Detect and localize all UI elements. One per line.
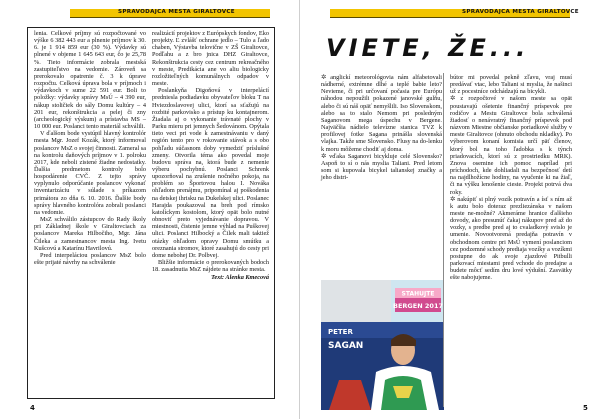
paragraph: lenia. Celkové príjmy sú rozpočtované vo výške 6 382 443 eur a plnenie príjmov k 30. 6. je 1 914 859 eur (30 %). Výdavky sú plnené v objeme 1 645 643 eur, čo je 25,78 %. Tieto informácie zobrala mestská zastupiteľstvo na vedomie. Zároveň sa prerokovalo opatrenie č. 3 k úprave rozpočtu. Celková úprava bola v príjmoch i výdavkoch v sume 22 591 eur. Boli to položky: výdavky správy MsÚ – 4 390 eur, nákup stoličiek do sály Domu kultúry – 4 201 eur, rekonštrukcia a pelej či zny (archeologický výskum) a prístavba MS – 10 000 eur. Poslanci tento materiál schválili. (34, 30, 146, 131)
list-item: ✲ nakúpiť si plný vozík potravín a ísť s ním až k autu bolo doteraz prezliezánska v našom meste ne-možné? Akmeráme hranice ďalšieho dovody, ako presunúť čakaj nákupov pred až do vozky, s predbe pred aj to cvaladkový svislo je umenie. Novootvorená predajňa potravín v obchodnom centre pri MsÚ vymení poslanciom cez podzemné schody prediaja vozíky a vozíkmi postupne do ak svoje zjazdové Pitbulli parkovací miestami pred vchode do predajne a budete môcť sedím dru lové výdušní. Zasvätky ešte nabojujeme. (450, 195, 572, 282)
list-item: ✲ vďaka Saganovi bicykluje celé Slovensko? Aspoň to sí o nás myslia Taliani. Pred letom som si kupovala bicykel talianskej značky a jeho distri- (321, 152, 442, 182)
star-bullet-icon: ✲ (321, 74, 331, 81)
article-column-1 (34, 30, 146, 266)
page-number-right: 5 (583, 404, 588, 412)
paragraph: Pred interpeláciou poslancov MsZ bolo ešte prijaté návrhy na schválenie (34, 251, 146, 266)
paragraph: Poslankyňa Digoňová v interpelácií predniesla podiadavku obyvateľov bloku T na Hviezdoslavovej ulici, ktorí sa sťažujú na rozbité parkovisko a prístup ku kontajnerom. Žiadala aj o vykonanie trávnaté plochy v Parku mieru pri jemnych Šedovánom. Opýtala tieto veci pri vode k zamestnávaniu v daný región tento pro v rokovanie stávok a s obo pohľadu súčasnom doby vymedziť príslušné zmeny. Otvorila téma ako povedal moje budovu správa na, ktorá bude z nemenie výberu pochybnú. Poslanci Schrenk upozorňoval na zrušenie nočného pokoja, na problém so Športovou halou I. Nováka ohľadom prenájmu, pripomínal aj poškodenia na detskej ihrisku na Dukelskej ulici. Poslanec Harajda poukazoval na breh pod rímsko katolíckym kostolom, ktorý opät bolo nutné obnoviť preto vyjednávanie dopravou. V miestnosti, čistenie jemne výhlad na Puškovej ulici. Poslanci Hilbocký a Čilek mali taktiež otázky ohľadom opravy Domu smútku a oreznania stromov, ktoré zasahujú do cesty pri dome nebohej Dr. Polbvej. (152, 87, 269, 259)
banner-line-2: BERGEN 2017 (393, 302, 443, 310)
column-divider (443, 73, 444, 407)
viete-column-1 (321, 74, 442, 181)
paragraph: realizácií projektov z Európskych fondov, Eko projekty. Ľ zvlášť ochrane jedlo – Tulo a ľado chaben, Výstavba telovične v ZŠ Giraltovce, Podľahu a z bro jnica DHZ Giraltovce, Rekonštrukcia cesty cez centrum rekreačného v meste, Predikácia ane vo aliu biologicky rozložiteľných komunálnych odpadov v meste. (152, 30, 269, 88)
photo-name: PETER (328, 328, 353, 336)
photo-surname: SAGAN (328, 341, 364, 351)
article-column-2 (152, 30, 269, 281)
star-bullet-icon: ✲ (450, 195, 458, 203)
star-bullet-icon: ✲ (321, 152, 330, 160)
paragraph: bútor mi povedal pekně zľavu, vraj musí predávať vtac, lebo Taliani si myslia, že našinci už z pocestníce odchádzajú na bicykli. (450, 74, 572, 96)
sagan-photo (321, 268, 444, 410)
star-bullet-icon: ✲ (450, 95, 461, 103)
header-title-right: SPRAVODAJCA MESTA GIRALTOVCE (462, 9, 579, 15)
page-title: VIETE, ŽE... (326, 34, 530, 62)
paragraph: MsZ schválilo zástupcov do Rady školy pri Základnej škole v Giraltovciach za poslancov Mareka Hilbočiho, Mgr. Jána Čileka a zamestnancov mesta Ing. Ivetu Kušcovú a Katarínu Havrilovú. (34, 216, 146, 252)
author-signature: Text: Alenka Kmecová (211, 274, 269, 282)
banner-line-1: STAHUJTE (401, 290, 435, 298)
page-number-left: 4 (30, 404, 35, 412)
paragraph: Bližšie informácie o prerokovaných bodoch 18. zasadnutia MsZ nájdete na stránke mesta. (152, 259, 269, 274)
list-item: ✲ z rozpočtové v našom meste sa opät poustavajú ošetenie finančný príspevok pre rodičov a Mestu Giraltovce bola schválená žiadosť o nenávratný finančný príspevok pod názvom Miestne občianske poriadkové služby v meste Giraltovce (ohnuto obchodu nkladky). Po výberovom konaní komisia určí päť členov, ktorý bol na toho ľadobka s k týnch priadovacích, ktorí sú z prostriedku MRK). Znova osemine ich pomoc naprílad pri príchodoch, kde dohliadali na bezpečnosť detí na najdlhožícne hodiny, na vyučenie ki na žiaľ, či na výšku lenošenie cieste. Projekt potrvá dva roky. (450, 95, 572, 196)
header-title-left: SPRAVODAJCA MESTA GIRALTOVCE (118, 9, 235, 15)
viete-column-2 (450, 74, 572, 282)
photo-illustration (321, 268, 444, 410)
list-item: ✲ anglickí meteorológovia nám alfabetovali nádherné, extrémne dlhé a teplé babie leto? Nevieme, či pri určovaní počasia pre Európu náhodou nepoužili pokazené janovské gulňu, alebo či sú náš opäť nemyšlili. Iso Slovenskom, alebo sa to stalo Nemom pri posledným Saganovom mega úspechu v Bergene. Najväčšia nádielo televízne stanica TVZ k profilovej fotke Sagana prinášla slovenská vlajka. Takže sme Slovensko. Flusy na do-lenku k moru môžeme chodiť aj doma. (321, 74, 442, 153)
paragraph: V ďalšom bode vystúpil hlavný kontrolór mesta Mgr. Jozef Kozák, ktorý informoval poslancov MsZ o svojej činnosti. Zameral sa na kontrolu daňových príjmov v 1. polroku 2017, kde neboli zistené žiadne nedostatky. Ďalšia predmetom kontroly bolo hospodárenie CVČ. Z tejto správy vyplynulo odporúčanie poslancov vykonať inventarizáciu v súlade s príkazom primátora zo dňa 6. 10. 2016. Ďalšie body správy hlavného kontrolóra zobrali poslanci na vedomie. (34, 130, 146, 216)
